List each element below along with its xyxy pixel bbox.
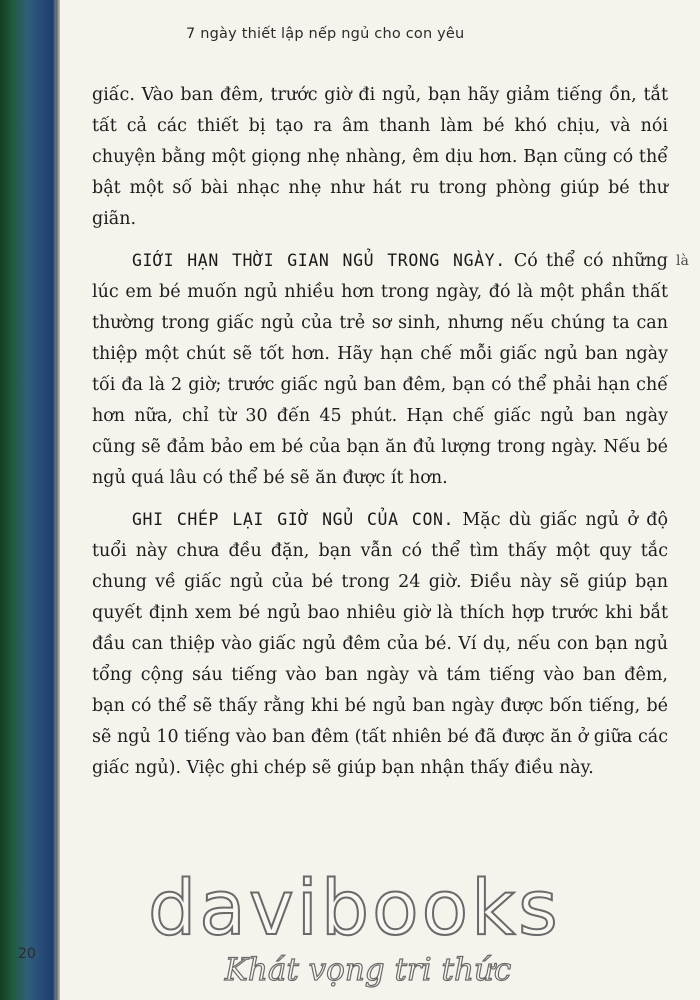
watermark-tagline: Khát vọng tri thức xyxy=(224,952,512,988)
paragraph-3 xyxy=(92,504,668,784)
watermark xyxy=(148,863,561,990)
section-heading-sleep-log: GHI CHÉP LẠI GIỜ NGỦ CỦA CON. xyxy=(132,510,455,529)
paragraph-3-text: Mặc dù giấc ngủ ở độ tuổi này chưa đều đặn, bạn vẫn có thể tìm thấy một quy tắc chung về giấc ngủ của bé trong 24 giờ. Điều này sẽ giúp bạn quyết định xem bé ngủ bao nhiêu giờ là thích hợp trước khi bắt đầu can thiệp vào giấc ngủ đêm của bé. Ví dụ, nếu con bạn ngủ tổng cộng sáu tiếng vào ban ngày và tám tiếng vào ban đêm, bạn có thể sẽ thấy rằng khi bé ngủ ban ngày được bốn tiếng, bé sẽ ngủ 10 tiếng vào ban đêm (tất nhiên bé đã được ăn ở giữa các giấc ngủ). Việc ghi chép sẽ giúp bạn nhận thấy điều này. xyxy=(92,510,668,778)
facing-page-bleed-text: là xyxy=(676,253,689,269)
page-body xyxy=(92,80,668,794)
page-number: 20 xyxy=(18,946,36,962)
paragraph-2-text: Có thể có những lúc em bé muốn ngủ nhiều hơn trong ngày, đó là một phần thất thường trong giấc ngủ của trẻ sơ sinh, nhưng nếu chúng ta can thiệp một chút sẽ tốt hơn. Hãy hạn chế mỗi giấc ngủ ban ngày tối đa là 2 giờ; trước giấc ngủ ban đêm, bạn có thể phải hạn chế hơn nữa, chỉ từ 30 đến 45 phút. Hạn chế giấc ngủ ban ngày cũng sẽ đảm bảo em bé của bạn ăn đủ lượng trong ngày. Nếu bé ngủ quá lâu có thể bé sẽ ăn được ít hơn. xyxy=(92,251,668,488)
book-spine-edge xyxy=(0,0,60,1000)
paragraph-1: giấc. Vào ban đêm, trước giờ đi ngủ, bạn hãy giảm tiếng ồn, tắt tất cả các thiết bị tạo ra âm thanh làm bé khó chịu, và nói chuyện bằng một giọng nhẹ nhàng, êm dịu hơn. Bạn cũng có thể bật một số bài nhạc nhẹ như hát ru trong phòng giúp bé thư giãn. xyxy=(92,85,668,229)
watermark-brand: davibooks xyxy=(148,863,561,952)
running-head: 7 ngày thiết lập nếp ngủ cho con yêu xyxy=(186,26,465,42)
paragraph-2 xyxy=(92,245,668,494)
section-heading-daytime-nap-limit: GIỚI HẠN THỜI GIAN NGỦ TRONG NGÀY. xyxy=(132,251,506,270)
